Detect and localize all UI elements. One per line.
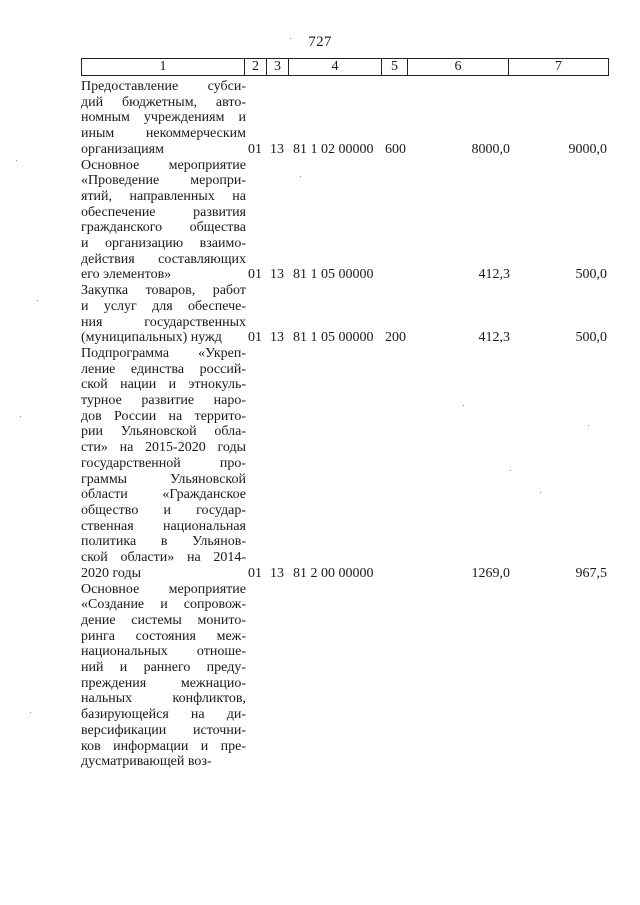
- row-name-line: гражданского общества: [81, 220, 246, 236]
- row-name-line: политика в Ульянов-: [81, 534, 246, 550]
- row-name-line: Предоставление субси-: [81, 79, 246, 94]
- column-header-1: 1: [82, 59, 245, 75]
- row-name-line: области «Гражданское: [81, 487, 246, 503]
- cell-col-5: [385, 582, 409, 770]
- row-name-line: ской области» на 2014-: [81, 550, 246, 566]
- row-name-line: базирующейся на ди-: [81, 707, 246, 723]
- row-name-line: общество и государ-: [81, 502, 246, 518]
- cell-col-3: 13: [270, 565, 284, 581]
- row-name-cell: [81, 346, 246, 582]
- row-name-line: ний и раннего преду-: [81, 660, 246, 676]
- row-name-line: дусматривающей воз-: [81, 754, 212, 770]
- table-row: [81, 79, 609, 158]
- row-name-line: и организацию взаимо-: [81, 236, 246, 252]
- cell-col-5: [385, 158, 409, 284]
- cell-col-3: 13: [270, 141, 284, 157]
- row-name-cell: [81, 158, 246, 284]
- scan-speck: [540, 492, 541, 493]
- scan-speck: [37, 300, 38, 301]
- column-header-7: 7: [555, 59, 562, 74]
- cell-col-2: 01: [248, 141, 262, 157]
- row-name-line: ния государственных: [81, 314, 246, 330]
- cell-col-7: 967,5: [575, 565, 607, 581]
- table-row: [81, 582, 609, 770]
- cell-col-7: [510, 582, 609, 770]
- scan-speck: [30, 712, 31, 713]
- row-name-line: Основное мероприятие: [81, 157, 246, 173]
- row-name-line: ятий, направленных на: [81, 188, 246, 204]
- row-name-line: номным учреждениям и: [81, 110, 246, 126]
- column-header-6: 6: [408, 59, 509, 75]
- row-name-line: 2020 годы: [81, 565, 142, 581]
- cell-col-7: 500,0: [575, 330, 607, 346]
- cell-col-5: 600: [385, 141, 406, 157]
- row-name-line: (муниципальных) нужд: [81, 330, 222, 346]
- scan-speck: [463, 405, 464, 406]
- row-name-line: ление единства россий-: [81, 361, 246, 377]
- scan-speck: [300, 176, 301, 177]
- row-name-line: действия составляющих: [81, 251, 246, 267]
- row-name-line: дов России на террито-: [81, 408, 246, 424]
- row-name-line: граммы Ульяновской: [81, 471, 246, 487]
- row-name-line: дение системы монито-: [81, 612, 246, 628]
- row-name-line: иным некоммерческим: [81, 126, 246, 142]
- row-name-line: турное развитие наро-: [81, 393, 246, 409]
- row-name-line: и услуг для обеспече-: [81, 298, 246, 314]
- row-name-line: «Создание и сопровож-: [81, 597, 246, 613]
- cell-col-2: [246, 582, 270, 770]
- row-name-line: сти» на 2015-2020 годы: [81, 440, 246, 456]
- column-header-2: 2: [245, 59, 267, 75]
- row-name-line: Основное мероприятие: [81, 581, 246, 597]
- page-number: 727: [308, 34, 332, 50]
- cell-col-6: 8000,0: [471, 141, 510, 157]
- scan-speck: [588, 425, 589, 426]
- cell-col-4: 81 1 05 00000: [293, 267, 374, 283]
- cell-col-6: 1269,0: [471, 565, 510, 581]
- cell-col-3: 13: [270, 330, 284, 346]
- row-name-line: дий бюджетным, авто-: [81, 94, 246, 110]
- row-name-line: «Проведение меропри-: [81, 173, 246, 189]
- cell-col-5: 200: [385, 330, 406, 346]
- table-row: [81, 283, 609, 346]
- table-body: [81, 79, 609, 770]
- scan-speck: [16, 160, 17, 161]
- column-header-3: 3: [267, 59, 289, 75]
- row-name-line: его элементов»: [81, 267, 172, 283]
- cell-col-6: 412,3: [478, 330, 510, 346]
- row-name-line: нальных конфликтов,: [81, 691, 246, 707]
- row-name-line: ринга состояния меж-: [81, 628, 246, 644]
- row-name-line: преждения межнацио-: [81, 675, 246, 691]
- cell-col-7: 500,0: [575, 267, 607, 283]
- cell-col-3: 13: [270, 267, 284, 283]
- column-header-4: 4: [289, 59, 382, 75]
- scan-speck: [20, 416, 21, 417]
- row-name-line: Подпрограмма «Укреп-: [81, 345, 246, 361]
- cell-col-3: [270, 582, 290, 770]
- cell-col-2: 01: [248, 330, 262, 346]
- row-name-line: ков информации и пре-: [81, 738, 246, 754]
- cell-col-6: 412,3: [478, 267, 510, 283]
- row-name-line: обеспечение развития: [81, 204, 246, 220]
- cell-col-2: 01: [248, 267, 262, 283]
- row-name-line: ской нации и этнокуль-: [81, 377, 246, 393]
- scan-speck: [510, 470, 511, 471]
- row-name-cell: [81, 582, 246, 770]
- cell-col-7: 9000,0: [568, 141, 607, 157]
- cell-col-5: [385, 346, 409, 582]
- row-name-line: национальных отноше-: [81, 644, 246, 660]
- scan-speck: [290, 38, 291, 39]
- column-header-5: 5: [382, 59, 408, 75]
- cell-col-4: 81 1 05 00000: [293, 330, 374, 346]
- row-name-line: версификации источни-: [81, 722, 246, 738]
- row-name-line: организациям: [81, 141, 164, 157]
- cell-col-4: 81 1 02 00000: [293, 141, 374, 157]
- row-name-line: ственная национальная: [81, 518, 246, 534]
- table-header-row: [81, 58, 609, 76]
- cell-col-4: 81 2 00 00000: [293, 565, 374, 581]
- row-name-line: государственной про-: [81, 455, 246, 471]
- row-name-line: рии Ульяновской обла-: [81, 424, 246, 440]
- row-name-line: Закупка товаров, работ: [81, 283, 246, 299]
- table-row: [81, 346, 609, 582]
- table-row: [81, 158, 609, 284]
- row-name-cell: [81, 79, 246, 158]
- cell-col-2: 01: [248, 565, 262, 581]
- row-name-cell: [81, 283, 246, 346]
- cell-col-4: [290, 582, 385, 770]
- cell-col-6: [409, 582, 510, 770]
